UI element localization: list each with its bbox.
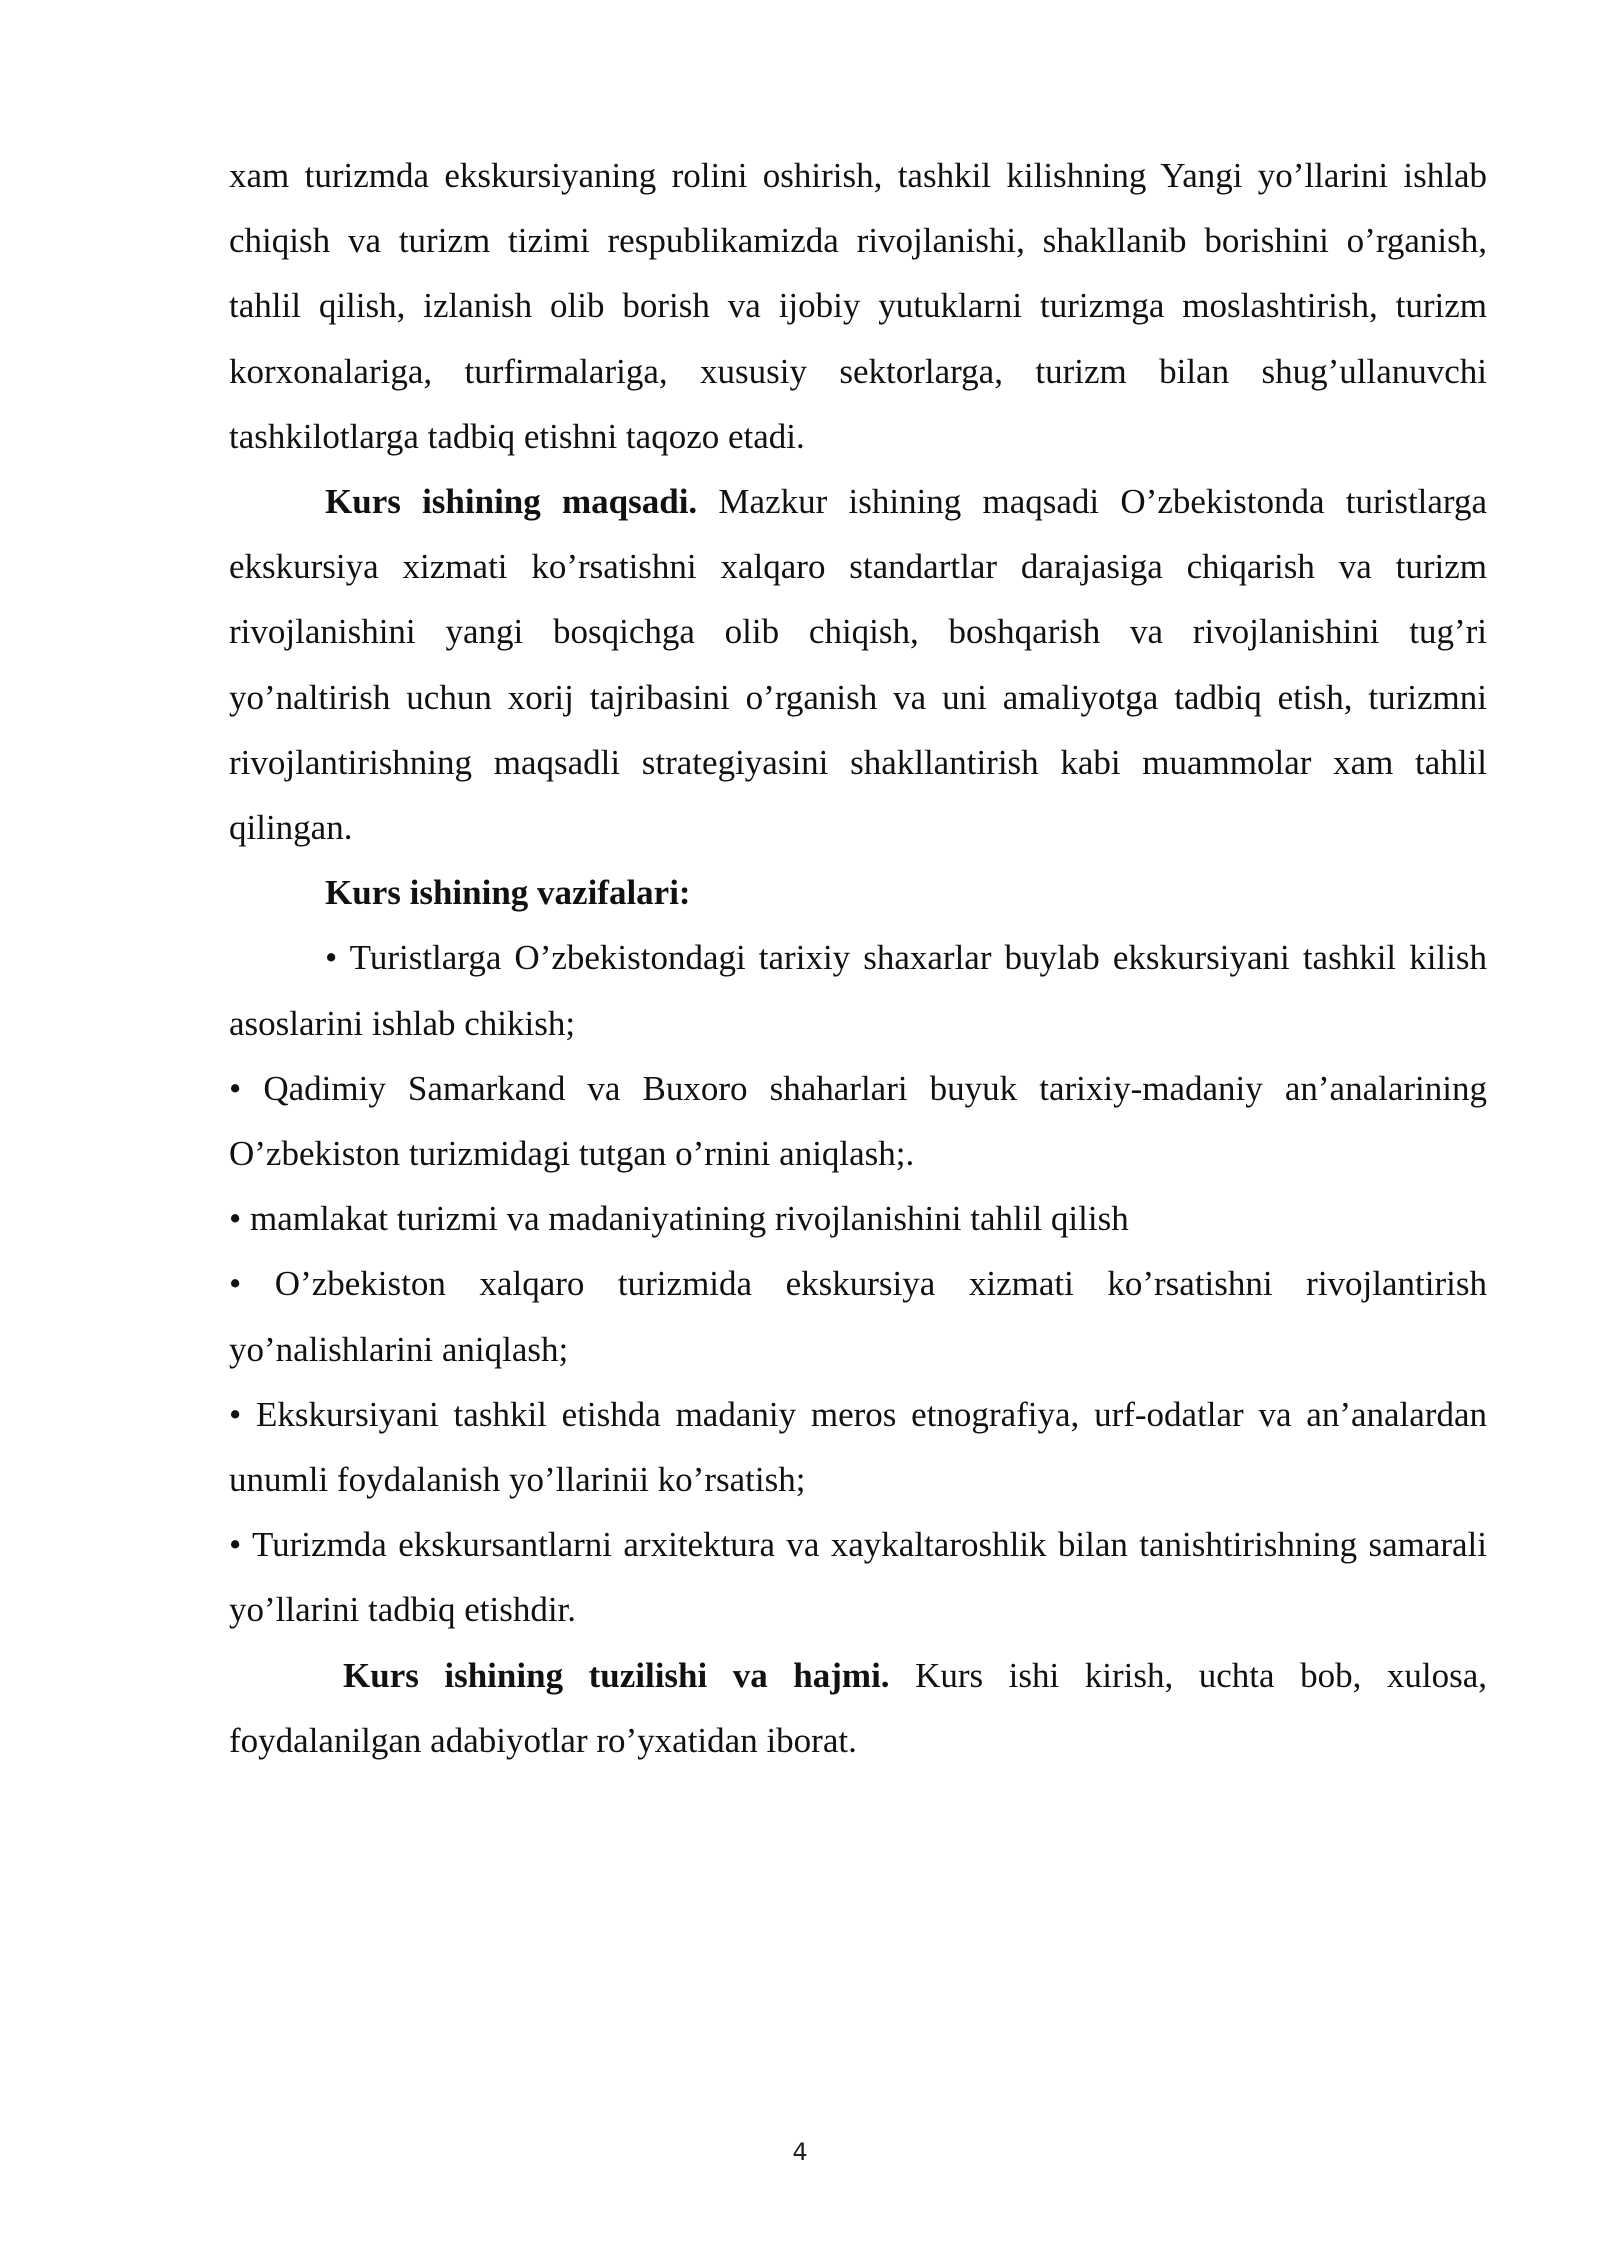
task-item: • Qadimiy Samarkand va Buxoro shaharlari buyuk tarixiy-madaniy an’analarining O’zbekiston turizmidagi tutgan o’rnini aniqlash;. — [229, 1068, 1487, 1174]
structure-heading: Kurs ishining tuzilishi va hajmi. — [343, 1655, 890, 1695]
goal-heading: Kurs ishining maqsadi. — [325, 482, 698, 522]
task-item: • Turizmda ekskursantlarni arxitektura va xaykaltaroshlik bilan tanishtirishning samarali yo’llarini tadbiq etishdir. — [229, 1525, 1487, 1630]
page-number: 4 — [792, 2138, 808, 2166]
task-item: • Ekskursiyani tashkil etishda madaniy meros etnografiya, urf-odatlar va an’analardan unumli foydalanish yo’llarinii ko’rsatish; — [229, 1394, 1487, 1500]
task-item: • O’zbekiston xalqaro turizmida ekskursiya xizmati ko’rsatishni rivojlantirish yo’nalishlarini aniqlash; — [229, 1264, 1487, 1369]
task-item: • Turistlarga O’zbekistondagi tarixiy shaxarlar buylab ekskursiyani tashkil kilish asoslarini ishlab chikish; — [229, 938, 1487, 1043]
task-item: • mamlakat turizmi va madaniyatining rivojlanishini tahlil qilish — [229, 1199, 1129, 1239]
structure-text: Kurs ishi kirish, uchta bob, xulosa, foydalanilgan adabiyotlar ro’yxatidan iborat. — [229, 1655, 1487, 1760]
body-text — [229, 143, 1487, 1773]
tasks-heading-paragraph — [229, 860, 1487, 925]
structure-paragraph — [229, 1643, 1487, 1773]
goal-text: Mazkur ishining maqsadi O’zbekistonda turistlarga ekskursiya xizmati ko’rsatishni xalqaro standartlar darajasiga chiqarish va turizm rivojlanishini yangi bosqichga olib chiqish, boshqarish va rivojlanishini tug’ri yo’naltirish uchun xorij tajribasini o’rganish va uni amaliyotga tadbiq etish, turizmni rivojlantirishning maqsadli strategiyasini shakllantirish kabi muammolar xam tahlil qilingan. — [229, 482, 1487, 848]
tasks-heading: Kurs ishining vazifalari: — [325, 873, 691, 913]
goal-paragraph — [229, 469, 1487, 860]
intro-paragraph: xam turizmda ekskursiyaning rolini oshirish, tashkil kilishning Yangi yo’llarini ishlab chiqish va turizm tizimi respublikamizda rivojlanishi, shakllanib borishini o’rganish, tahlil qilish, izlanish olib borish va ijobiy yutuklarni turizmga moslashtirish, turizm korxonalariga, turfirmalariga, xususiy sektorlarga, turizm bilan shug’ullanuvchi tashkilotlarga tadbiq etishni taqozo etadi. — [229, 156, 1487, 456]
